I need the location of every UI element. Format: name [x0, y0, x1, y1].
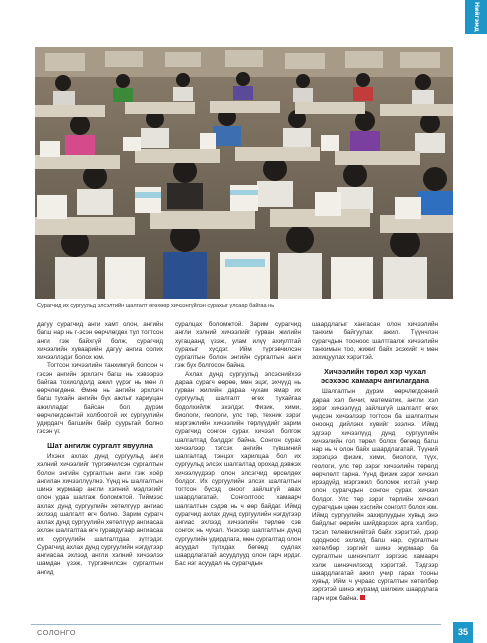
article-column-3 — [312, 321, 438, 603]
section-heading: Шат ангилж сургалт явуулна — [47, 440, 153, 450]
section-heading: Хичээлийн төрөл хэр чухал эсэхээс хамаарч ангилагдана — [321, 367, 429, 385]
paragraph: шаардлагыг хангасан олон хичээлийн танхим байгуулах ажил. Түүнчлэн сурагчдын тооноос шалтгаалж хичээлийн танхимын тоо, жижиг байх эсэхийг ч мөн зохицуулах хэрэгтэй. — [312, 321, 438, 361]
photo-caption: Сурагчид их сургуульд элсэлтийн шалгалт өгөхөөр хичээнгүйлэн сурахыг улсаар байгаа нь — [37, 303, 275, 309]
magazine-name: СОЛОНГО — [37, 628, 76, 637]
paragraph: суралцах боломжтой. Зарим сурагчид англи хэлний хичээлийг гурван жилийн хугацаанд үзэж, улам илүү ахиултгай сурахыг хүсдэг. Ийм түргэвчилсэн сургалтын болон энгийн сургалтын анги гэж бүх болгосон байна. — [175, 321, 301, 370]
paragraph: Тогтсон хичээлийн танхимгүй болсон ч гэсэн ангийн эрхлэгч багш нь хэвээрээ байгаа тохиолдолд ажил үүрэг нь мөн л өөрчлөгдөнө. Өмнө нь ангийн эрхлэгч багш тухайн ангийн бүх ажлыг хариуцан ажилладаг байсан бол дүрэм өөрчлөгдсөнтэй холбоотой их сургуулийн удирдагч багшийн байр суурьтай болно гэсэн үг. — [37, 362, 163, 436]
end-of-article-icon — [360, 595, 365, 600]
article-column-1 — [37, 321, 163, 577]
paragraph: Ихэнх ахлах дунд сургуульд анги хэлний хичээлийг түргэвчилсэн сургалтын болон энгийн сургалтын анги гэж хоёр ангилан хичээллүүлнэ. Үүнд нь шалгалтын шинэ журмаар англи хэлний мэдлэгийг олон удаа шалгаж боломжтой. Тиймээс ахлах дунд сургуулийн хөтөлгүүр ангиас эхлээд шалгалт өгч болно. Зарим сурагч ахлах дунд сургуулийн хөтөлгүүр ангиасаа эхлэн шалгалтаа өгч гуравдугаар ангиасаа их сургуулийн шалгалтдаа зүтгэдэг. Сурагчид ахлах дунд сургуулийн нэгдүгээр ангиасаа эхлээд англи хэлний хичээлээ шамдан үзэж, түргэвчилсэн сургалтын ангид — [37, 453, 163, 576]
classroom-photo — [35, 47, 453, 299]
section-tab-label: Нийгэмд — [473, 2, 480, 32]
footer-divider — [31, 624, 441, 625]
article-column-2 — [175, 321, 301, 569]
section-tab — [465, 0, 487, 34]
page-number: 35 — [453, 622, 473, 643]
classroom-photo-icon — [35, 47, 453, 299]
paragraph: дагуу сурагчид анги хамт олон, ангийн багш нар нь г-эсэн өөрчлөгдөх тул тогтсон анги гэж байхгүй болж, сурагчид хичээлийн хуваарийн дагуу ангиа солих хичээллэдэг болох юм. — [37, 321, 163, 361]
paragraph: Ахлах дунд сургуульд элсэснийхээ дараа сурагч өөрөө, мөн эцэг, эхчүүд нь гурван жилийн дараа чухам ямар их сургуульд шалгалт өгөх тухайгаа бодолхийлж эхэлдэг. Физик, хими, биологи, геологи, улс төр, техник зэрэг мэргэжлийн хичээлийн төрлүүдийг зарим сурагчид сонгон сурах хичээл болгож шалгалтад бэлддэг байна. Сонгон сурах хичээлээр тэгсэх ангийн түвшиний шалгалтад тэнцэх харилцаа бол их сургуульд элсэх шалгалтад орохад дэвжэх хичээлүүдээр олон элсэгчид өрсөлдөх болдог. Их сургуулийн элсэх шалгалтын тогтсон бүсэд оноог зайлшгүй авах шаардлагатай. Сонголтоос хамаарч шалгалтын сэдэв нь ч өөр байдаг. Иймд сурагчид ахлах дунд сургуулийн нэгдүгээр ангиас эхлээд хичээлийн төрлөө сэв сонгох нь чухал. Үнэхээр шалгалтын дүнд сургуулийн удирдлага, мөн сургалтад олон асуудал түлхдах бөгөөд судлах шаардлагатай асуудлууд олон гарч ирдэг. Бас нэг асуудал нь сурагчдын — [175, 370, 301, 568]
paragraph — [312, 388, 438, 603]
paragraph-text: Шалгалтын дүрэм өөрчлөгдсөний дараа хэл бичиг, математик, англи хэл зэрэг хичээлүүд зайлшгүй шалгалт өгөх үндсэн хичээлээр тогтсон ба шалгалтын оноонд дийлэнх хувийг эзэлнэ. Иймд эдгээр хичээлүүд дунд сургуулийн хичээлийн гол төрөл болох бөгөөд багш нар нь ч олон байх шаардлагатай. Түүний зэрэгцээ физик, хими, биологи, түүх, геологи, улс төр зэрэг хичээлийн төрөлд өөрчлөлт гарна. Үүнд физик зэрэг хичээл ирээдүйд мэргэжил боломж ихтэй учир олон сурагчдын сонгон сурах хичээл болдог. Улс төр зэрэг төрлийн хичээл сурагчдын цөөн хэсгийн сонголт болох юм. Иймд сургуулийн захирлуудын хувьд энэ байдлыг өөрийн шийдвэрзэх арга хэлбэр, тэсэл телевилнийтэй байх хэрэгтэй, дээр ододноос эхлэлд багш нар, сургалтын хөтөлбөр зэргийг шинэ журмаар ба сургалтын шинэчлэлт зэргээс хамаарч хэлж шинэчилэхэд хэрэгтэй. Тэдгээр шаардлагатай ажил учир гарах тооны хувьд. Ийм ч учраас сургалтын хөтөлбөр зэргэтэй шинэ журамд шилжих шаардлага гарч ирж байна. — [312, 388, 438, 602]
